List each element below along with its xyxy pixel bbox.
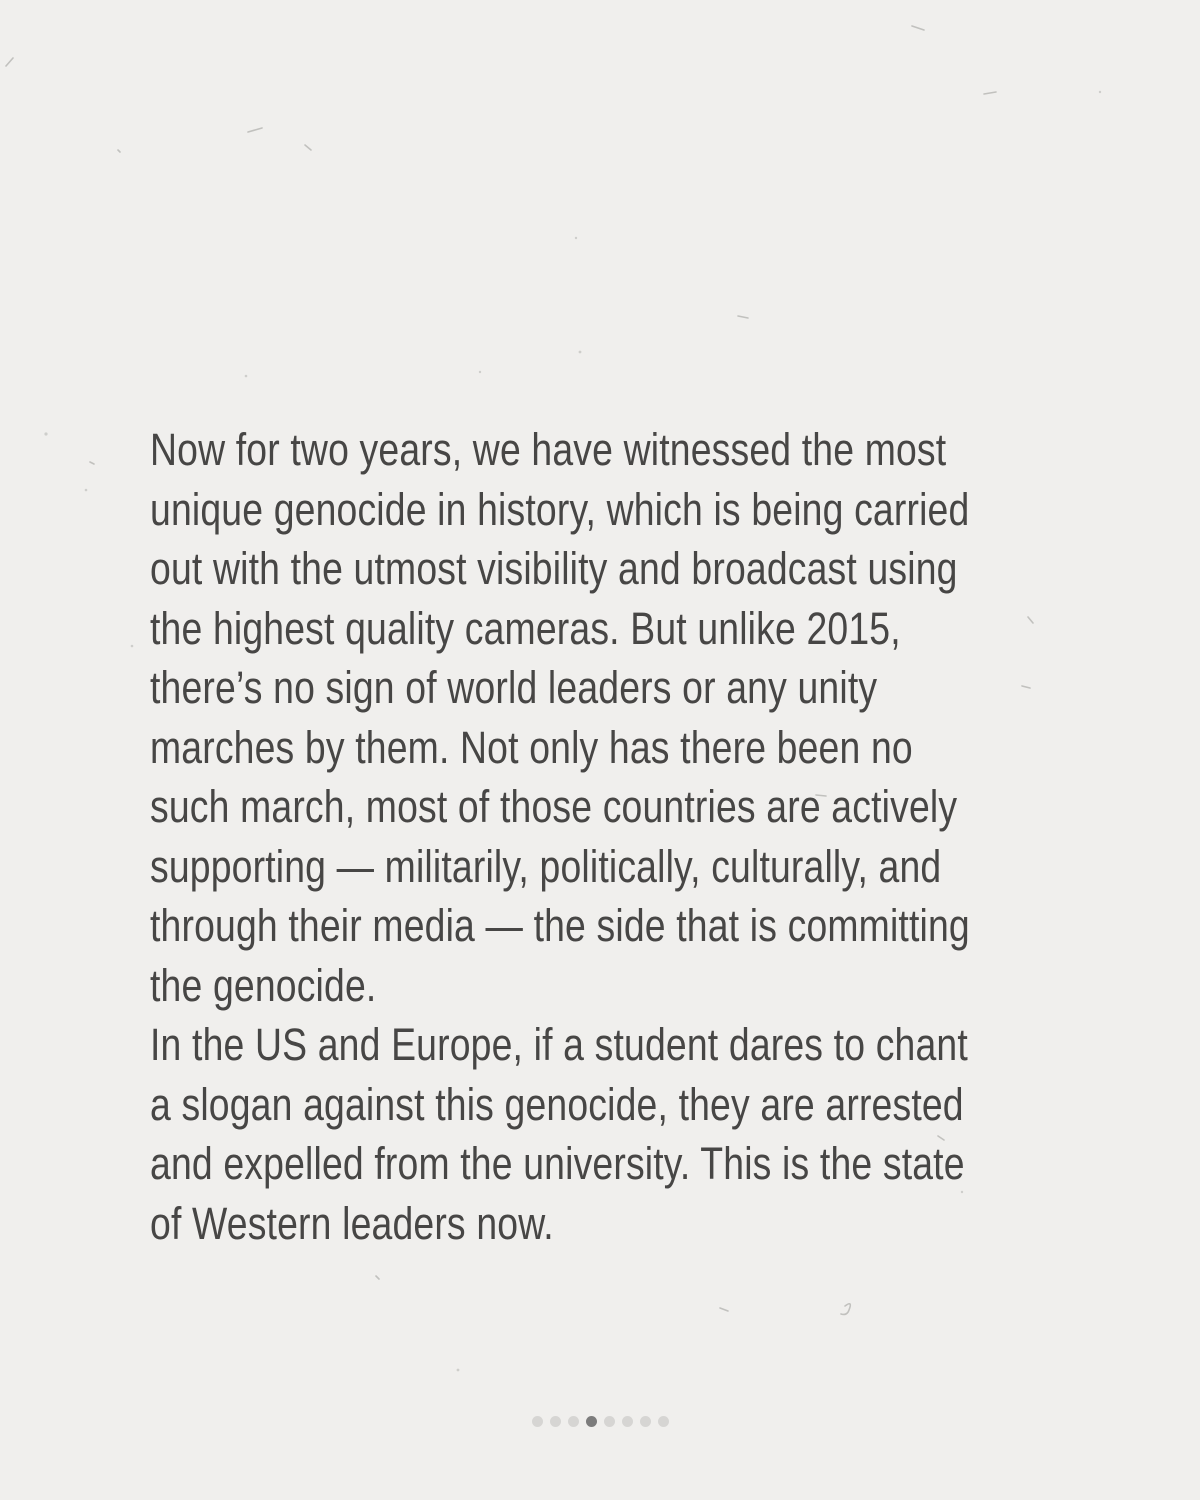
- carousel-dot: [532, 1416, 543, 1427]
- text-line: of Western leaders now.: [150, 1197, 554, 1249]
- text-line: through their media — the side that is committing: [150, 900, 970, 951]
- text-line: out with the utmost visibility and broadcast using: [150, 543, 958, 594]
- carousel-dot-active: [586, 1416, 597, 1427]
- text-line: such march, most of those countries are actively: [150, 781, 958, 832]
- text-line: unique genocide in history, which is being carried: [150, 483, 970, 535]
- text-line: a slogan against this genocide, they are arrested: [150, 1078, 964, 1130]
- carousel-dot: [568, 1416, 579, 1427]
- carousel-dot: [604, 1416, 615, 1427]
- carousel-dots: [0, 1416, 1200, 1427]
- carousel-dot: [640, 1416, 651, 1427]
- text-line: In the US and Europe, if a student dares to chant: [150, 1019, 968, 1070]
- text-line: marches by them. Not only has there been no: [150, 721, 913, 773]
- text-line: supporting — militarily, politically, culturally, and: [150, 840, 942, 892]
- text-line: the highest quality cameras. But unlike 2015,: [150, 602, 901, 654]
- text-line: and expelled from the university. This is the state: [150, 1138, 965, 1189]
- carousel-dot: [622, 1416, 633, 1427]
- body-text: [150, 420, 1150, 1253]
- carousel-dot: [658, 1416, 669, 1427]
- text-line: there’s no sign of world leaders or any unity: [150, 662, 878, 713]
- text-line: the genocide.: [150, 959, 377, 1011]
- carousel-dot: [550, 1416, 561, 1427]
- text-line: Now for two years, we have witnessed the most: [150, 424, 947, 475]
